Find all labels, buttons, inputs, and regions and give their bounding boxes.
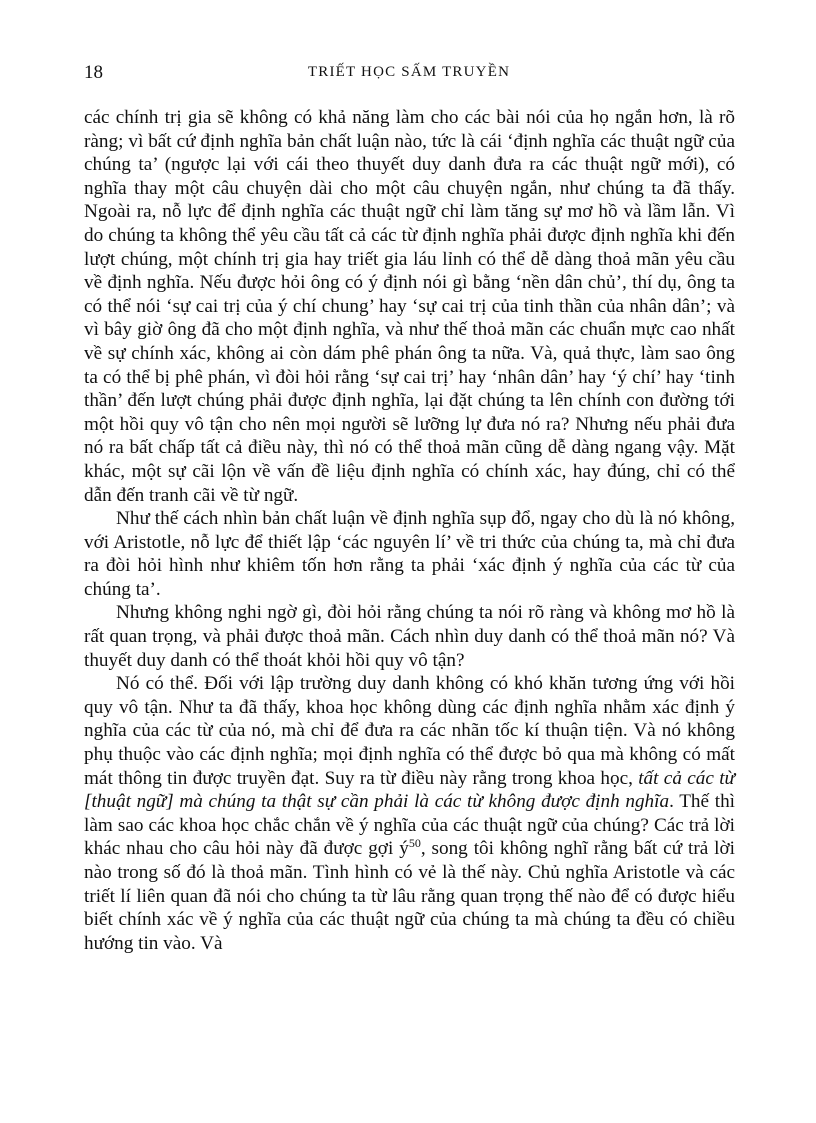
running-head xyxy=(84,62,734,86)
footnote-marker[interactable]: 50 xyxy=(408,836,421,851)
italic-emphasis: tất cả các từ [thuật ngữ] mà chúng ta thật sự cần phải là các từ không được định nghĩa xyxy=(84,767,735,813)
paragraph-text-part: Nó có thể. Đối với lập trường duy danh không có khó khăn tương ứng với hồi quy vô tận. Như ta đã thấy, khoa học không dùng các định nghĩa nhằm xác định ý nghĩa của các từ của nó, mà chỉ để đưa ra các nhãn tốc kí thuận tiện. Và nó không phụ thuộc vào các định nghĩa; mọi định nghĩa có thể được bỏ qua mà không có mất mát thông tin được truyền đạt. Suy ra từ điều này rằng trong khoa học, xyxy=(84,673,735,789)
paragraph-text-part: . Thế thì làm sao các khoa học chắc chắn về ý nghĩa của các thuật ngữ của chúng? Các trả lời khác nhau cho câu hỏi này đã được gợi ý xyxy=(84,791,735,860)
paragraph-nominalist-answer xyxy=(84,672,735,955)
paragraph-essentialist-view: Như thế cách nhìn bản chất luận về định nghĩa sụp đổ, ngay cho dù là nó không, với Aristotle, nỗ lực để thiết lập ‘các nguyên lí’ về tri thức của chúng ta, mà chỉ đưa ra đòi hỏi hình như khiêm tốn hơn rằng ta phải ‘xác định ý nghĩa của các từ của chúng ta’. xyxy=(84,508,735,600)
body-text xyxy=(84,106,735,955)
running-title: TRIẾT HỌC SẤM TRUYỀN xyxy=(307,64,511,80)
page-number: 18 xyxy=(84,62,103,83)
paragraph-text-part: , song tôi không nghĩ rằng bất cứ trả lời nào trong số đó là thoả mãn. Tình hình có vẻ là thế này. Chủ nghĩa Aristotle và các triết lí liên quan đã nói cho chúng ta từ lâu rằng quan trọng thế nào để có được hiểu biết chính xác về ý nghĩa của các thuật ngữ của chúng ta mà chúng ta đều có chiều hướng tin vào. Và xyxy=(84,838,735,954)
paragraph-clarity-demand: Nhưng không nghi ngờ gì, đòi hỏi rằng chúng ta nói rõ ràng và không mơ hồ là rất quan trọng, và phải được thoả mãn. Cách nhìn duy danh có thể thoả mãn nó? Và thuyết duy danh có thể thoát khỏi hồi quy vô tận? xyxy=(84,602,735,671)
paragraph-continued: các chính trị gia sẽ không có khả năng làm cho các bài nói của họ ngắn hơn, là rõ ràng; vì bất cứ định nghĩa bản chất luận nào, tức là cái ‘định nghĩa các thuật ngữ của chúng ta’ (ngược lại với cái theo thuyết duy danh đưa ra các thuật ngữ mới), có nghĩa thay một câu chuyện dài cho một câu chuyện ngắn, như chúng ta đã thấy. Ngoài ra, nỗ lực để định nghĩa các thuật ngữ chỉ làm tăng sự mơ hồ và lầm lẫn. Vì do chúng ta không thể yêu cầu tất cả các từ định nghĩa phải được định nghĩa khi đến lượt chúng, một chính trị gia hay triết gia láu lỉnh có thể dễ dàng thoả mãn yêu cầu về định nghĩa. Nếu được hỏi ông có ý định nói gì bằng ‘nền dân chủ’, thí dụ, ông ta có thể nói ‘sự cai trị của ý chí chung’ hay ‘sự cai trị của tinh thần của nhân dân’; và vì bây giờ ông đã cho một định nghĩa, và như thế thoả mãn các chuẩn mực cao nhất về sự chính xác, không ai còn dám phê phán ông ta nữa. Và, quả thực, làm sao ông ta có thể bị phê phán, vì đòi hỏi rằng ‘sự cai trị’ hay ‘nhân dân’ hay ‘ý chí’ hay ‘tinh thần’ đến lượt chúng phải được định nghĩa, lại đặt chúng ta lên chính con đường tới một hồi quy vô tận cho nên mọi người sẽ lưỡng lự đưa nó ra? Nhưng nếu phải đưa nó ra bất chấp tất cả điều này, thì nó có thể thoả mãn cũng dễ dàng ngang vậy. Mặt khác, một sự cãi lộn về vấn đề liệu định nghĩa có chính xác, hay đúng, chỉ có thể dẫn đến tranh cãi về từ ngữ. xyxy=(84,107,735,506)
